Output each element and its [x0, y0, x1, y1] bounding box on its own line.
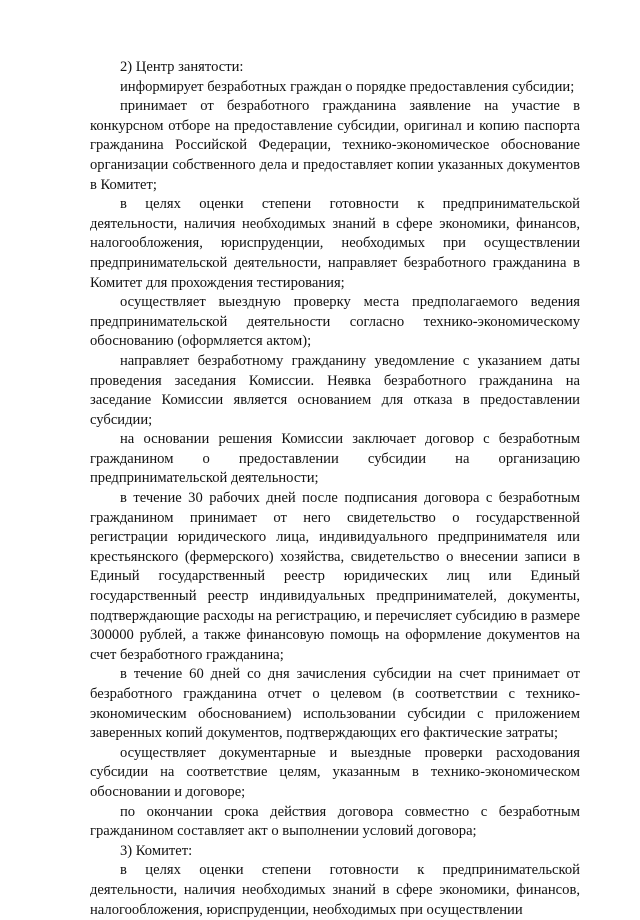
- paragraph: в течение 60 дней со дня зачисления субсидии на счет принимает от безработного гражданина отчет о целевом (в соответствии с технико-экономическим обоснованием) использовании субсидии с приложением заверенных копий документов, подтверждающих его фактические затраты;: [90, 666, 580, 742]
- paragraph: осуществляет выездную проверку места предполагаемого ведения предпринимательской деятельности согласно технико-экономическому обоснованию (оформляется актом);: [90, 294, 580, 350]
- section-heading-committee: 3) Комитет:: [120, 842, 193, 859]
- paragraph: на основании решения Комиссии заключает договор с безработным гражданином о предоставлении субсидии на организацию предпринимательской деятельности;: [90, 431, 580, 487]
- paragraph: принимает от безработного гражданина заявление на участие в конкурсном отборе на предоставление субсидии, оригинал и копию паспорта гражданина Российской Федерации, технико-экономическое обоснование организации собственного дела и предоставляет копии указанных документов в Комитет;: [90, 98, 580, 193]
- paragraph: по окончании срока действия договора совместно с безработным гражданином составляет акт о выполнении условий договора;: [90, 803, 580, 840]
- paragraph: направляет безработному гражданину уведомление с указанием даты проведения заседания Комиссии. Неявка безработного гражданина на заседание Комиссии является основанием для отказа в предоставлении субсидии;: [90, 352, 580, 428]
- paragraph: в целях оценки степени готовности к предпринимательской деятельности, наличия необходимых знаний в сфере экономики, финансов, налогообложения, юриспруденции, необходимых при осуществлении: [90, 862, 580, 918]
- section-heading-employment-center: 2) Центр занятости:: [120, 59, 244, 75]
- document-page: [90, 58, 580, 920]
- paragraph: осуществляет документарные и выездные проверки расходования субсидии на соответствие целям, указанным в технико-экономическом обосновании и договоре;: [90, 744, 580, 800]
- paragraph: в целях оценки степени готовности к предпринимательской деятельности, наличия необходимых знаний в сфере экономики, финансов, налогообложения, юриспруденции, необходимых при осуществлении предпринимательской деятельности, направляет безработного гражданина в Комитет для прохождения тестирования;: [90, 196, 580, 291]
- paragraph: в течение 30 рабочих дней после подписания договора с безработным гражданином принимает от него свидетельство о государственной регистрации юридического лица, индивидуального предпринимателя или крестьянского (фермерского) хозяйства, свидетельство о внесении записи в Единый государственный реестр юридических лиц или Единый государственный реестр индивидуальных предпринимателей, документы, подтверждающие расходы на регистрацию, и перечисляет субсидию в размере 300000 рублей, а также финансовую помощь на оформление документов на счет безработного гражданина;: [90, 490, 580, 663]
- paragraph: информирует безработных граждан о порядке предоставления субсидии;: [120, 78, 575, 95]
